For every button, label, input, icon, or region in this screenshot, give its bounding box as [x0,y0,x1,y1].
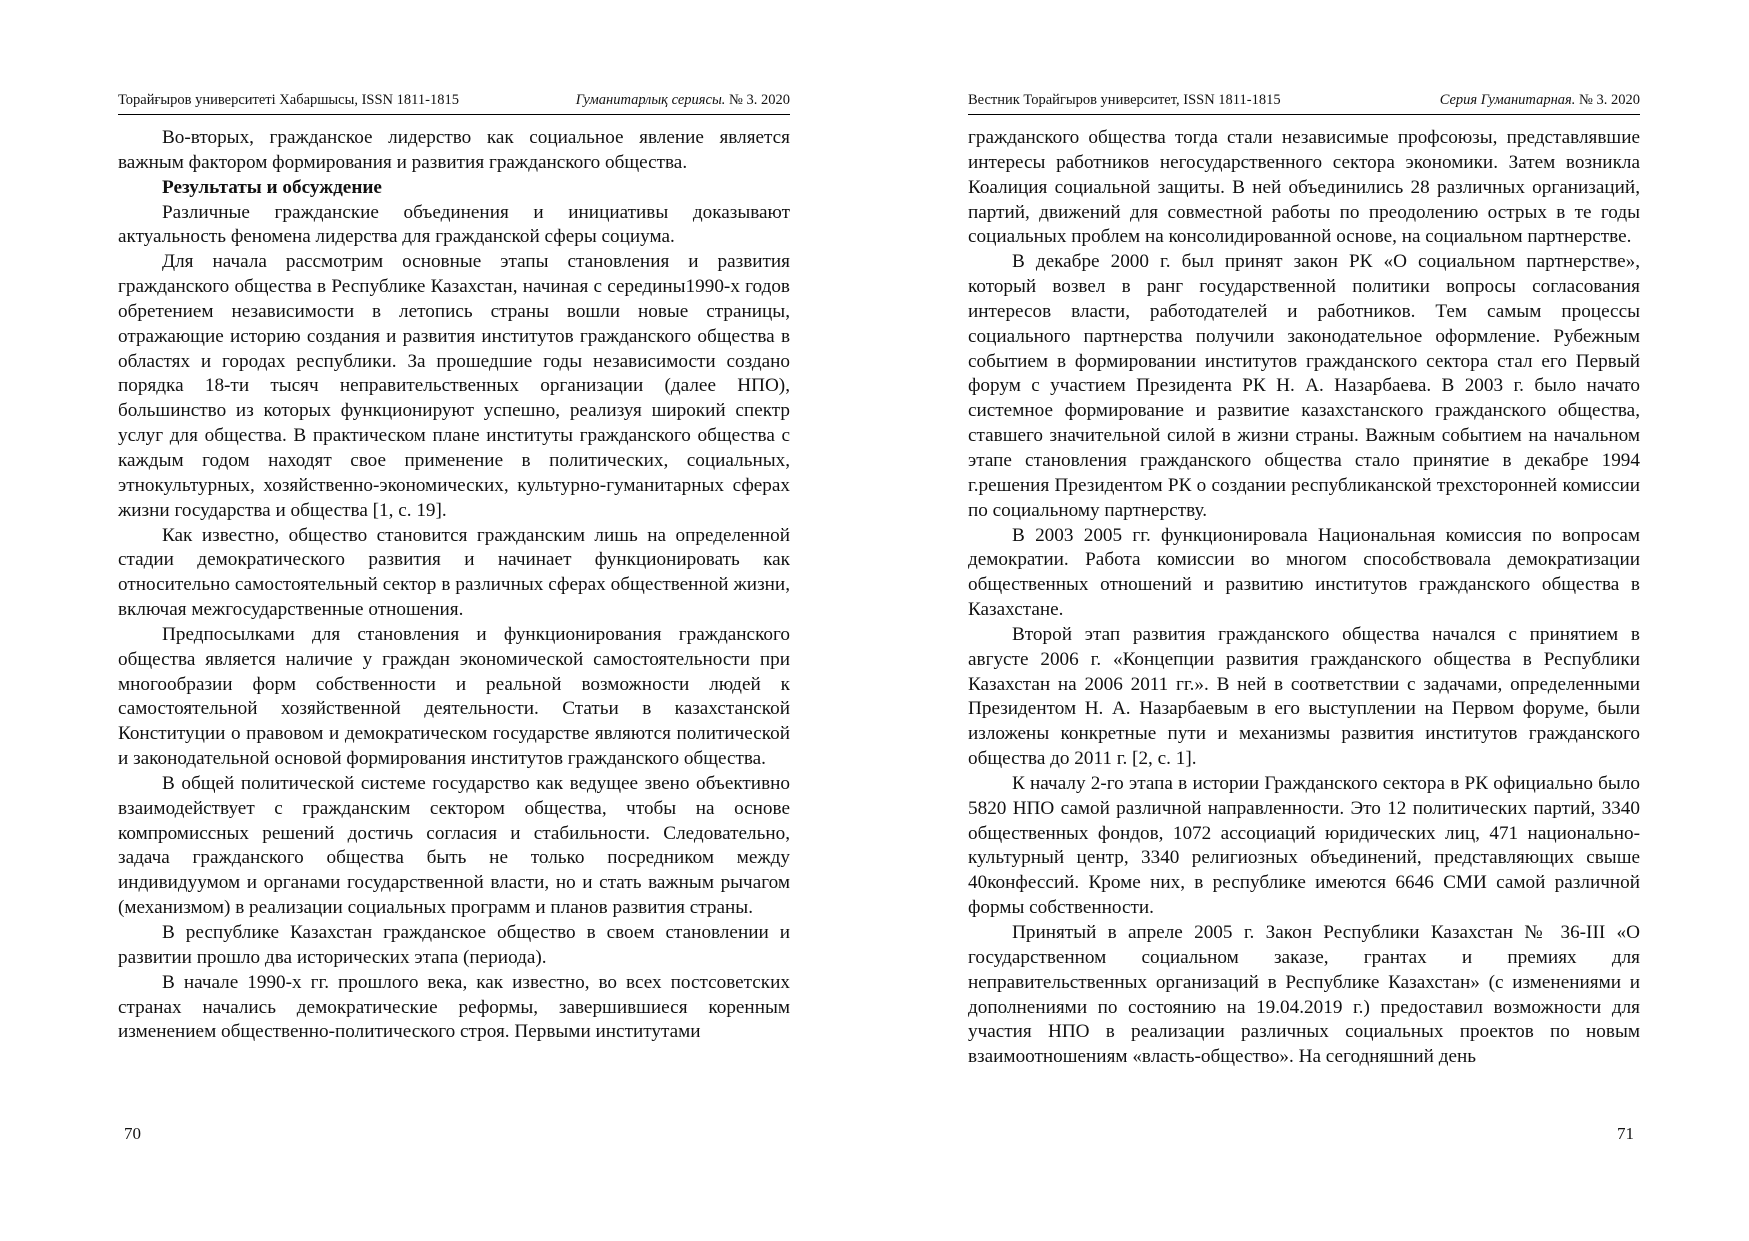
right-paragraph: В 2003 2005 гг. функционировала Национальная комиссия по вопросам демократии. Работа комиссии во многом способствовала демократизации общественных отношений и развитию институтов гражданского общества в Казахстане. [968,524,1640,621]
left-paragraph: Предпосылками для становления и функционирования гражданского общества является наличие у граждан экономической самостоятельности при многообразии форм собственности и реальной возможности людей к самостоятельной хозяйственной деятельности. Статьи в казахстанской Конституции о правовом и демократическом государстве являются политической и законодательной основой формирования институтов гражданского общества. [118,623,790,770]
right-page-number: 71 [1617,1124,1634,1143]
left-header-series-name: Гуманитарлық сериясы. [575,92,726,108]
left-header-issue: № 3. 2020 [725,92,790,108]
left-body-text [118,126,790,1045]
right-page [968,0,1640,1241]
right-paragraph: Второй этап развития гражданского общества начался с принятием в августе 2006 г. «Концепции развития гражданского общества в Республики Казахстан на 2006 2011 гг.». В ней в соответствии с задачами, определенными Президентом Н. А. Назарбаевым в его выступлении на Первом форуме, были изложены конкретные пути и механизмы развития институтов гражданского общества до 2011 г. [2, с. 1]. [968,623,1640,770]
section-heading: Результаты и обсуждение [162,176,382,198]
right-header-series-name: Серия Гуманитарная. [1439,92,1576,108]
right-body-text [968,126,1640,1070]
left-header-journal: Торайғыров университеті Хабаршысы, ISSN 1811-1815 [118,92,459,108]
right-header-issue: № 3. 2020 [1575,92,1640,108]
left-paragraph: Во-вторых, гражданское лидерство как социальное явление является важным фактором формирования и развития гражданского общества. [118,127,790,173]
right-header-journal: Вестник Торайгыров университет, ISSN 1811-1815 [968,92,1281,108]
left-page-number: 70 [124,1124,141,1143]
left-paragraph: Как известно, общество становится гражданским лишь на определенной стадии демократического развития и начинает функционировать как относительно самостоятельный сектор в различных сферах общественной жизни, включая межгосударственные отношения. [118,524,790,621]
left-running-header [118,92,790,115]
right-running-header [968,92,1640,115]
left-header-series [576,92,790,109]
left-paragraph: В республике Казахстан гражданское общество в своем становлении и развитии прошло два исторических этапа (периода). [118,922,790,968]
right-paragraph: гражданского общества тогда стали независимые профсоюзы, представлявшие интересы работников негосударственного сектора экономики. Затем возникла Коалиция социальной защиты. В ней объединились 28 различных организаций, партий, движений для совместной работы по преодолению острых в те годы социальных проблем на консолидированной основе, на социальном партнерстве. [968,127,1640,248]
right-paragraph: В декабре 2000 г. был принят закон РК «О социальном партнерстве», который возвел в ранг государственной политики вопросы согласования интересов власти, работодателей и работников. Тем самым процессы социального партнерства получили законодательное оформление. Рубежным событием в формировании институтов гражданского сектора стал его Первый форум с участием Президента РК Н. А. Назарбаева. В 2003 г. было начато системное формирование и развитие казахстанского гражданского общества, ставшего значительной силой в жизни страны. Важным событием на начальном этапе становления гражданского общества стало принятие в декабре 1994 г.решения Президентом РК о создании республиканской трехсторонней комиссии по социальному партнерству. [968,251,1640,521]
right-paragraph: К началу 2-го этапа в истории Гражданского сектора в РК официально было 5820 НПО самой различной направленности. Это 12 политических партий, 3340 общественных фондов, 1072 ассоциаций юридических лиц, 471 национально-культурный центр, 3340 религиозных объединений, представляющих свыше 40конфессий. Кроме них, в республике имеются 6646 СМИ самой различной формы собственности. [968,772,1640,919]
left-paragraph: В начале 1990-х гг. прошлого века, как известно, во всех постсоветских странах начались демократические реформы, завершившиеся коренным изменением общественно-политического строя. Первыми институтами [118,971,790,1043]
left-paragraph: Различные гражданские объединения и инициативы доказывают актуальность феномена лидерства для гражданской сферы социума. [118,201,790,248]
left-paragraph: В общей политической системе государство как ведущее звено объективно взаимодействует с гражданским сектором общества, чтобы на основе компромиссных решений достичь согласия и стабильности. Следовательно, задача гражданского общества быть не только посредником между индивидуумом и органами государственной власти, но и стать важным рычагом (механизмом) в реализации социальных программ и планов развития страны. [118,772,790,919]
right-header-series [1440,92,1640,109]
left-page [118,0,790,1241]
right-paragraph: Принятый в апреле 2005 г. Закон Республики Казахстан № 36-III «О государственном социальном заказе, грантах и премиях для неправительственных организаций в Республике Казахстан» (с изменениями и дополнениями по состоянию на 19.04.2019 г.) предоставил возможности для участия НПО в реализации различных социальных проектов по новым взаимоотношениям «власть-общество». На сегодняшний день [968,922,1640,1068]
left-paragraph: Для начала рассмотрим основные этапы становления и развития гражданского общества в Республике Казахстан, начиная с середины1990-х годов обретением независимости в летопись страны вошли новые страницы, отражающие историю создания и развития институтов гражданского общества в областях и городах республики. За прошедшие годы независимости создано порядка 18-ти тысяч неправительственных организации (далее НПО), большинство из которых функционируют успешно, реализуя широкий спектр услуг для общества. В практическом плане институты гражданского общества с каждым годом находят свое применение в политических, социальных, этнокультурных, хозяйственно-экономических, культурно-гуманитарных сферах жизни государства и общества [1, с. 19]. [118,251,790,521]
